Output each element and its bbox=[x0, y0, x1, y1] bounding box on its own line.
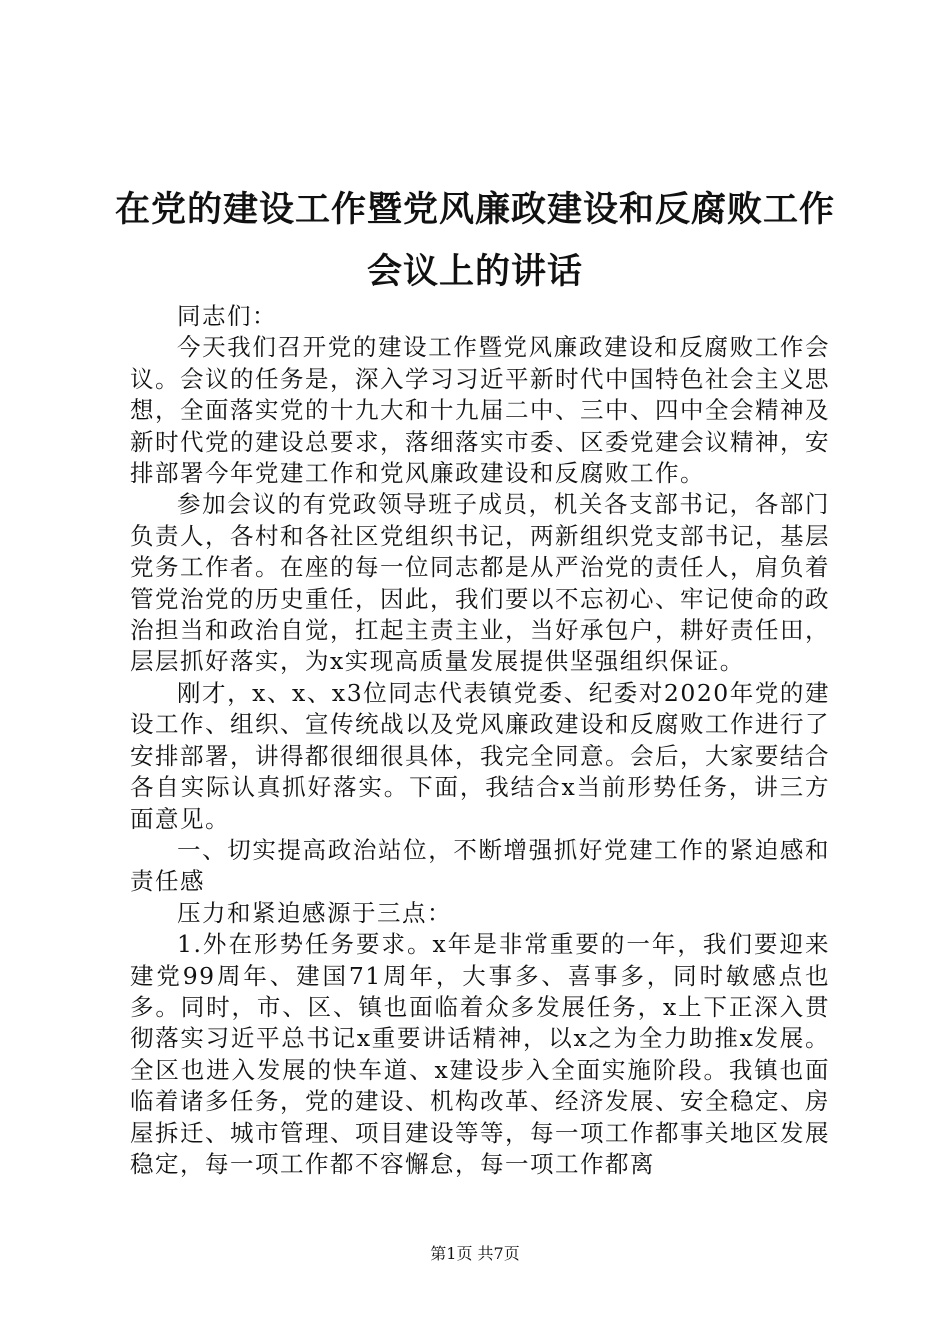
document-title-line-2: 会议上的讲话 bbox=[366, 252, 583, 292]
body-paragraph: 刚才，x、x、x3位同志代表镇党委、纪委对2020年党的建设工作、组织、宣传统战以及党风廉政建设和反腐败工作进行了安排部署，讲得都很细很具体，我完全同意。会后，大家要结合各自实际认真抓好落实。下面，我结合x当前形势任务，讲三方面意见。 bbox=[130, 678, 830, 833]
body-paragraph: 1.外在形势任务要求。x年是非常重要的一年，我们要迎来建党99周年、建国71周年，大事多、喜事多，同时敏感点也多。同时，市、区、镇也面临着众多发展任务，x上下正深入贯彻落实习近平总书记x重要讲话精神，以x之为全力助推x发展。全区也进入发展的快车道、x建设步入全面实施阶段。我镇也面临着诸多任务，党的建设、机构改革、经济发展、安全稳定、房屋拆迁、城市管理、项目建设等等，每一项工作都事关地区发展稳定，每一项工作都不容懈怠，每一项工作都离 bbox=[130, 930, 830, 1178]
document-body bbox=[130, 301, 830, 1180]
section-heading: 一、切实提高政治站位，不断增强抓好党建工作的紧迫感和责任感 bbox=[130, 835, 830, 896]
body-paragraph: 压力和紧迫感源于三点： bbox=[177, 898, 452, 927]
page-number-footer: 第1页 共7页 bbox=[430, 1244, 520, 1263]
body-paragraph: 今天我们召开党的建设工作暨党风廉政建设和反腐败工作会议。会议的任务是，深入学习习近平新时代中国特色社会主义思想，全面落实党的十九大和十九届二中、三中、四中全会精神及新时代党的建设总要求，落细落实市委、区委党建会议精神，安排部署今年党建工作和党风廉政建设和反腐败工作。 bbox=[130, 333, 830, 488]
salutation: 同志们： bbox=[177, 302, 277, 330]
body-paragraph: 参加会议的有党政领导班子成员，机关各支部书记，各部门负责人，各村和各社区党组织书记，两新组织党支部书记，基层党务工作者。在座的每一位同志都是从严治党的责任人，肩负着管党治党的历史重任，因此，我们要以不忘初心、牢记使命的政治担当和政治自觉，扛起主责主业，当好承包户，耕好责任田，层层抓好落实，为x实现高质量发展提供坚强组织保证。 bbox=[130, 490, 830, 676]
document-title-line-1: 在党的建设工作暨党风廉政建设和反腐败工作 bbox=[114, 190, 835, 230]
